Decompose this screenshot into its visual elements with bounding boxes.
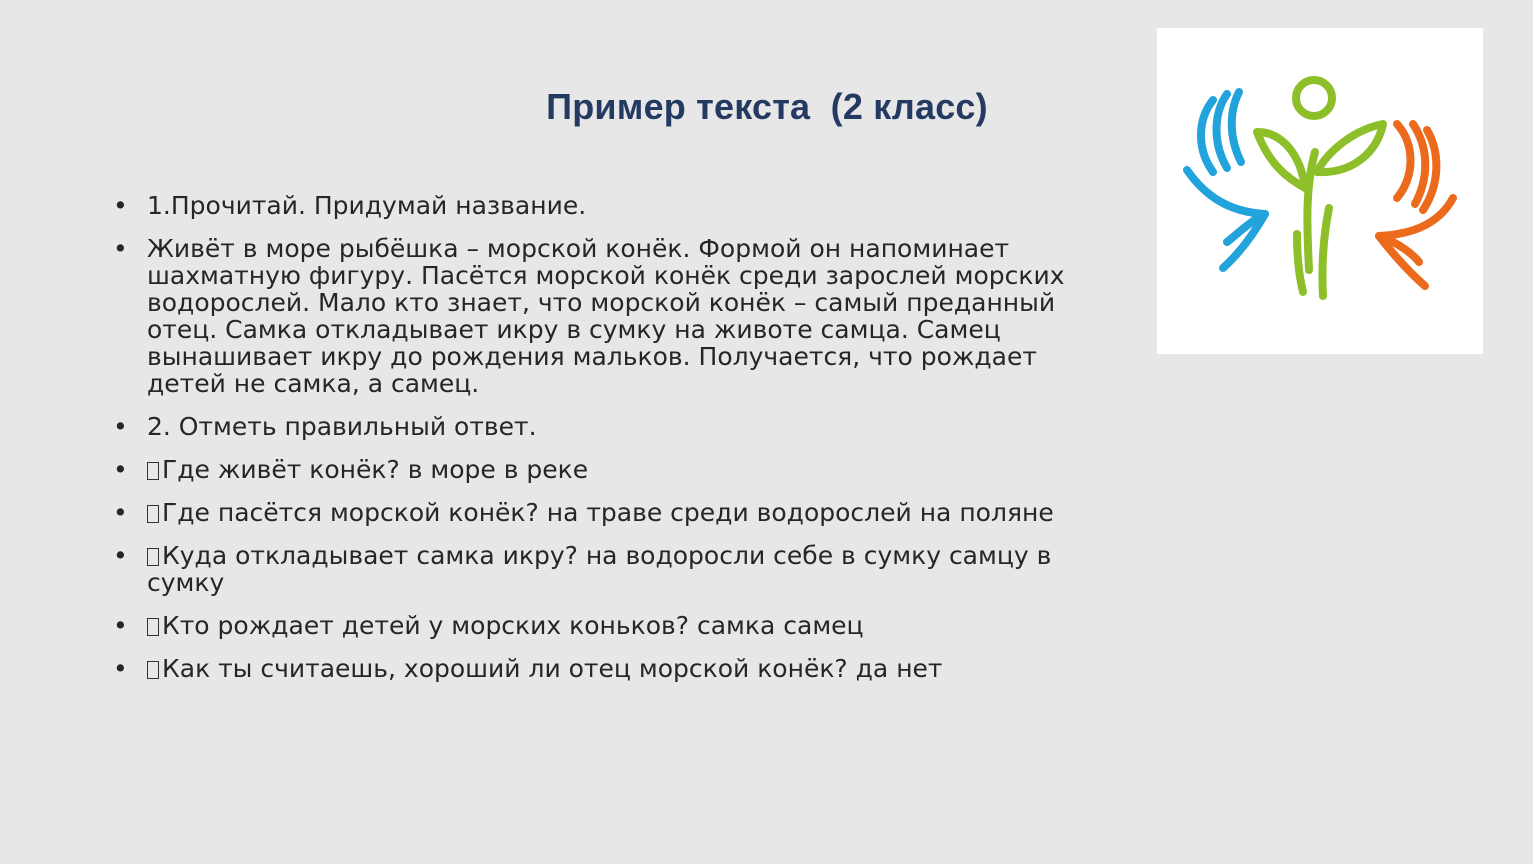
list-item-text: Куда откладывает самка икру? на водоросли себе в сумку самцу в сумку xyxy=(147,541,1052,597)
list-item-text: Живёт в море рыбёшка – морской конёк. Формой он напоминает шахматную фигуру. Пасётся морской конёк среди зарослей морских водорослей. Мало кто знает, что морской конёк – самый преданный отец. Самка откладывает икру в сумку на животе самца. Самец вынашивает икру до рождения мальков. Получается, что рождает детей не самка, а самец. xyxy=(147,234,1065,398)
logo-card xyxy=(1157,28,1483,354)
bullet-icon: • xyxy=(113,412,128,441)
bullet-icon: • xyxy=(113,498,128,527)
list-item xyxy=(113,655,1098,682)
list-item xyxy=(113,192,1098,219)
slide-title: Пример текста (2 класс) xyxy=(546,86,988,127)
list-item-text: Кто рождает детей у морских коньков? самка самец xyxy=(162,611,864,640)
list-item-text: 2. Отметь правильный ответ. xyxy=(147,412,537,441)
bullet-icon: • xyxy=(113,611,128,640)
list-item-text: Где живёт конёк? в море в реке xyxy=(162,455,589,484)
bullet-icon: • xyxy=(113,191,128,220)
list-item-text: Где пасётся морской конёк? на траве среди водорослей на поляне xyxy=(162,498,1054,527)
bullet-icon: • xyxy=(113,541,128,570)
checkbox-icon[interactable] xyxy=(147,462,159,480)
checkbox-icon[interactable] xyxy=(147,661,159,679)
hands-sprout-logo-icon xyxy=(1157,28,1483,354)
bullet-icon: • xyxy=(113,654,128,683)
checkbox-icon[interactable] xyxy=(147,618,159,636)
list-item xyxy=(113,456,1098,483)
list-item xyxy=(113,413,1098,440)
bullet-icon: • xyxy=(113,455,128,484)
list-item-text: Как ты считаешь, хороший ли отец морской конёк? да нет xyxy=(162,654,943,683)
list-item xyxy=(113,542,1098,596)
checkbox-icon[interactable] xyxy=(147,505,159,523)
list-item xyxy=(113,235,1098,397)
bullet-list xyxy=(113,192,1098,698)
list-item xyxy=(113,612,1098,639)
list-item-text: 1.Прочитай. Придумай название. xyxy=(147,191,587,220)
bullet-icon: • xyxy=(113,234,128,263)
list-item xyxy=(113,499,1098,526)
checkbox-icon[interactable] xyxy=(147,548,159,566)
